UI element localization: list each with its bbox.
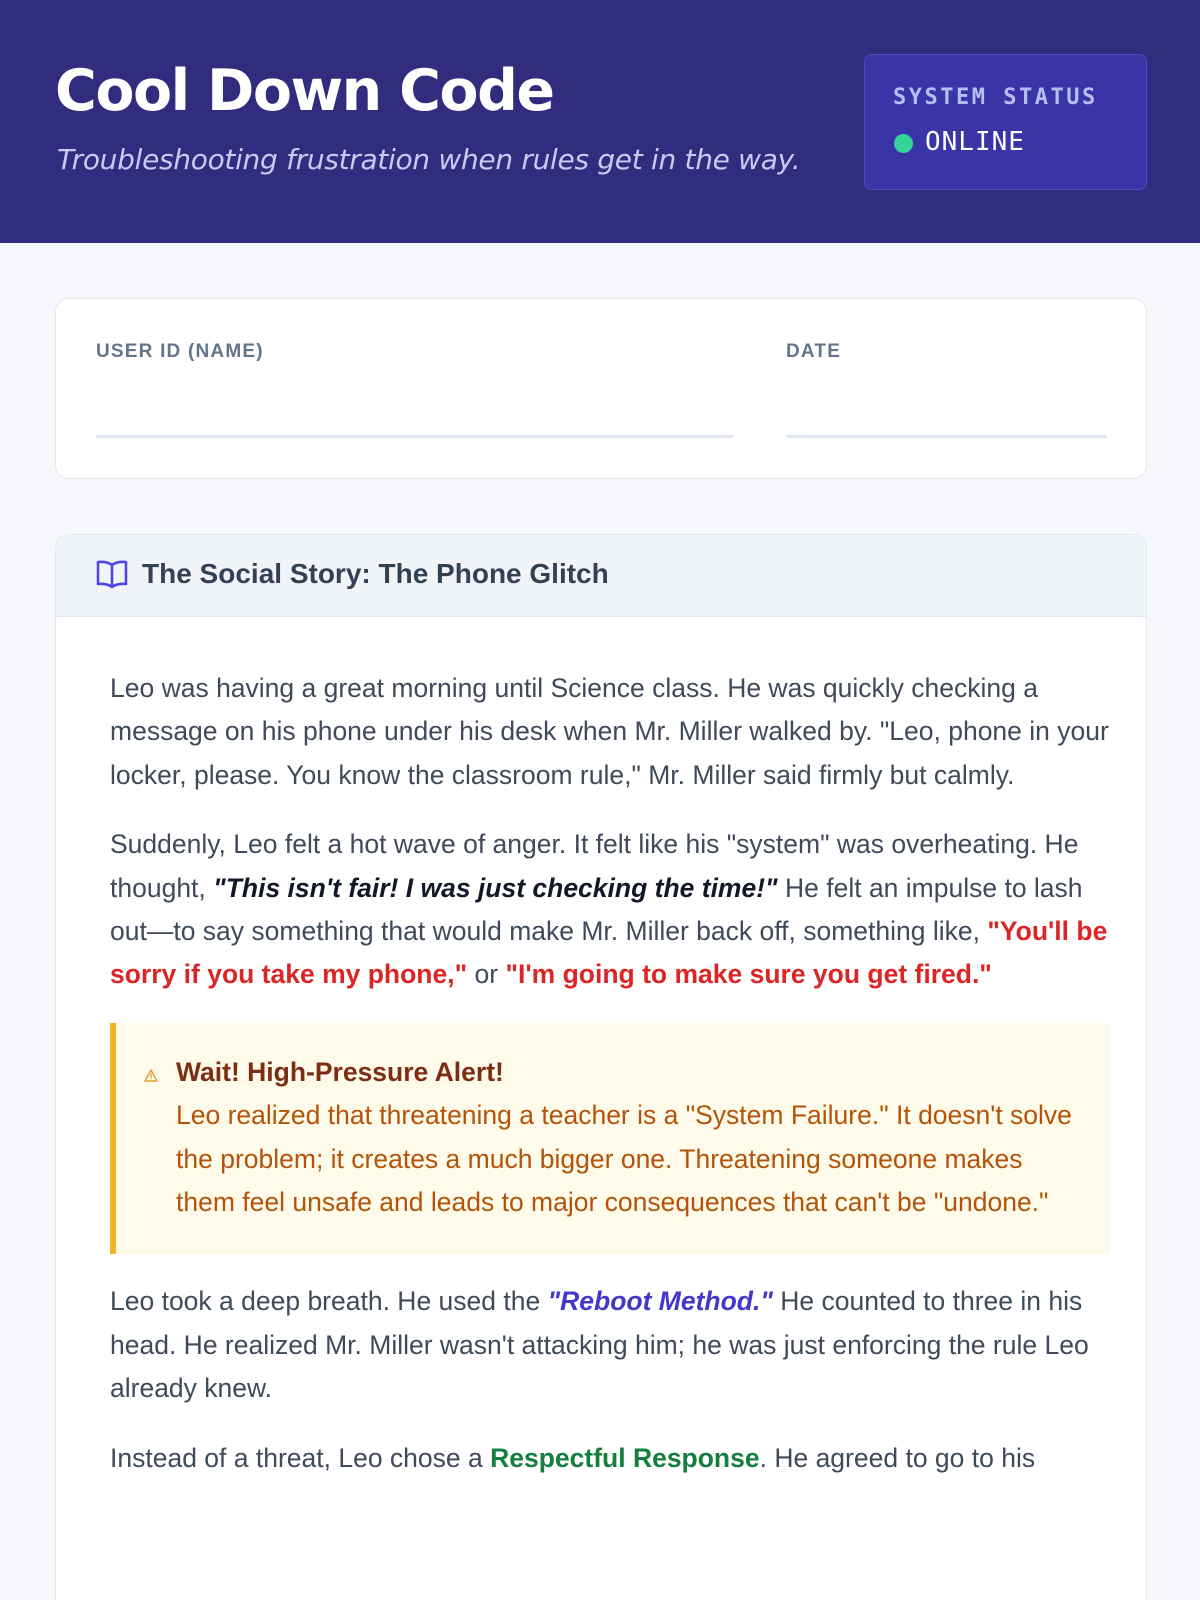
story-text: Instead of a threat, Leo chose a — [110, 1442, 491, 1473]
status-label: SYSTEM STATUS — [893, 85, 1098, 110]
story-text: Suddenly, Leo felt a hot wave of anger. It felt like his "system" was overheating. He thought, — [110, 829, 1079, 903]
story-title: The Social Story: The Phone Glitch — [142, 558, 609, 589]
app-header — [0, 0, 1200, 243]
high-pressure-alert — [110, 1023, 1110, 1255]
date-input[interactable] — [786, 385, 1107, 431]
name-input[interactable] — [96, 385, 733, 431]
name-field-label: USER ID (NAME) — [96, 341, 264, 362]
app-subtitle: Troubleshooting frustration when rules get in the way. — [57, 143, 801, 176]
story-paragraph — [110, 1437, 1110, 1480]
name-field-underline — [96, 435, 733, 438]
system-status-card — [864, 54, 1147, 190]
warning-icon — [144, 1069, 158, 1082]
book-open-icon — [96, 559, 128, 589]
reboot-method-highlight: "Reboot Method." — [547, 1286, 773, 1317]
story-paragraph: Leo was having a great morning until Science class. He was quickly checking a message on his phone under his desk when Mr. Miller walked by. "Leo, phone in your locker, please. You know the classroom rule," Mr. Miller said firmly but calmly. — [110, 673, 1109, 790]
threat-quote: "I'm going to make sure you get fired." — [505, 959, 992, 990]
user-info-card — [55, 298, 1147, 479]
story-paragraph — [110, 823, 1110, 997]
story-text: or — [467, 959, 506, 990]
story-text: . He agreed to go to his — [759, 1442, 1036, 1473]
app-title: Cool Down Code — [55, 58, 554, 124]
inner-thought-quote: "This isn't fair! I was just checking the time!" — [213, 872, 778, 903]
social-story-card — [55, 534, 1147, 1600]
respectful-response-highlight: Respectful Response — [490, 1442, 760, 1473]
alert-text: Leo realized that threatening a teacher is a "System Failure." It doesn't solve the problem; it creates a much bigger one. Threatening someone makes them feel unsafe and leads to major consequences that can't be "undone." — [176, 1100, 1072, 1218]
status-value: ONLINE — [925, 127, 1025, 157]
alert-title: Wait! High-Pressure Alert! — [176, 1056, 504, 1087]
story-body — [110, 667, 1110, 1506]
story-header — [56, 535, 1146, 617]
story-text: He counted to three in his head. He realized Mr. Miller wasn't attacking him; he was just enforcing the rule Leo already knew. — [110, 1286, 1089, 1404]
status-indicator-icon — [894, 134, 913, 153]
date-field-label: DATE — [786, 341, 842, 362]
story-text: He felt an impulse to lash out—to say something that would make Mr. Miller back off, something like, — [110, 872, 1083, 947]
story-paragraph — [110, 1280, 1110, 1410]
story-text: Leo took a deep breath. He used the — [110, 1286, 548, 1317]
threat-quote: "You'll be sorry if you take my phone," — [110, 916, 1108, 990]
date-field-underline — [786, 435, 1107, 438]
